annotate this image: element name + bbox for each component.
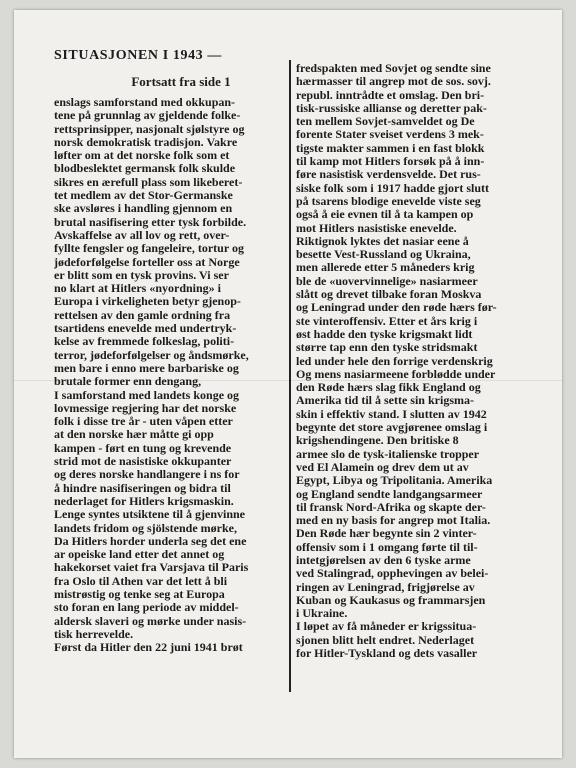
text-line: Egypt, Libya og Tripolitania. Amerika: [296, 474, 493, 488]
text-line: ved Stalingrad, opphevingen av belei-: [296, 567, 489, 581]
text-line: I samforstand med landets konge og: [54, 388, 240, 402]
text-line: og England sendte landgangsarmeer: [296, 487, 483, 501]
text-line: sikres en ærefull plass som likeberet-: [54, 175, 243, 189]
text-line: terror, jødeforfølgelser og åndsmørke,: [54, 348, 249, 362]
text-line: til kamp mot Hitlers forsøk på å inn-: [296, 155, 485, 169]
text-line: tsartidens enevelde med undertryk-: [54, 322, 237, 336]
text-line: begynte det store avgjørenee omslag i: [296, 421, 488, 435]
text-line: Først da Hitler den 22 juni 1941 brøt: [54, 641, 243, 655]
text-line: besette Vest-Russland og Ukraina,: [296, 248, 471, 262]
text-line: at den norske hær måtte gi opp: [54, 428, 214, 442]
text-line: siske folk som i 1917 hadde gjort slutt: [296, 181, 490, 195]
text-line: jødeforfølgelse forteller oss at Norge: [54, 255, 240, 269]
text-line: til fransk Nord-Afrika og skapte der-: [296, 500, 486, 514]
text-line: Den Røde hær begynte sin 2 vinter-: [296, 527, 477, 541]
text-line: brutal nasifisering etter tysk forbilde.: [54, 215, 247, 229]
text-line: Da Hitlers horder underla seg det ene: [54, 534, 247, 548]
text-line: og deres norske handlangere i ns for: [54, 468, 240, 482]
text-line: for Hitler-Tyskland og dets vasaller: [296, 647, 478, 661]
text-line: ved El Alamein og drev dem ut av: [296, 460, 469, 474]
text-line: led under hele den forrige verdenskrig: [296, 354, 493, 368]
text-line: tisk-russiske allianse og deretter pak-: [296, 101, 487, 115]
text-line: landets fridom og sjölstende mørke,: [54, 521, 237, 535]
text-line: offensiv som i 1 omgang førte til til-: [296, 540, 478, 554]
text-line: Lenge syntes utsiktene til å gjenvinne: [54, 508, 246, 522]
text-line: tet medlem av det Stor-Germanske: [54, 189, 233, 203]
text-line: føre nasistisk verdensvelde. Det rus-: [296, 168, 481, 182]
text-line: mistrøstig og tenke seg at Europa: [54, 587, 225, 601]
text-line: tigste makter sammen i en fast blokk: [296, 141, 485, 155]
text-line: krigshendingene. Den britiske 8: [296, 434, 459, 448]
text-line: på tsarens blodige enevelde viste seg: [296, 194, 481, 208]
text-line: rettelsen av den gamle ordning fra: [54, 308, 231, 322]
text-line: øst hadde den tyske krigsmakt lidt: [296, 327, 473, 341]
text-line: kampen - ført en tung og krevende: [54, 441, 232, 455]
article-title: SITUASJONEN I 1943 —: [54, 48, 222, 63]
text-line: den Røde hærs slag fikk England og: [296, 381, 481, 395]
text-line: hakekorset vaiet fra Varsjava til Paris: [54, 561, 249, 575]
text-line: sjonen blitt helt endret. Nederlaget: [296, 633, 475, 647]
newspaper-page: [14, 10, 562, 758]
left-column-text: [54, 96, 290, 654]
text-line: tisk herrevelde.: [54, 627, 134, 641]
text-line: rettsprinsipper, nasjonalt sjølstyre og: [54, 122, 245, 136]
text-line: tene på grunnlag av gjeldende folke-: [54, 109, 241, 123]
article-subtitle: Fortsatt fra side 1: [131, 74, 231, 89]
text-line: ar opeiske land etter det annet og: [54, 548, 225, 562]
text-line: Kuban og Kaukasus og frammarsjen: [296, 593, 486, 607]
right-column-text: [296, 62, 534, 660]
text-line: folk i disse tre år - uten våpen etter: [54, 415, 233, 429]
text-line: med en ny basis for angrep mot Italia.: [296, 514, 491, 528]
text-line: fra Oslo til Athen var det lett å bli: [54, 574, 228, 588]
text-line: armee slo de tysk-italienske tropper: [296, 447, 480, 461]
text-line: ringen av Leningrad, frigjørelse av: [296, 580, 475, 594]
left-column: [54, 48, 290, 654]
text-line: i Ukraine.: [296, 607, 348, 621]
text-line: Riktignok lyktes det nasiar eene å: [296, 234, 469, 248]
text-line: fyllte fengsler og fangeleire, tortur og: [54, 242, 244, 256]
text-line: republ. inntrådte et omslag. Den bri-: [296, 88, 485, 102]
text-line: Amerika tid til å sette sin krigsma-: [296, 394, 474, 408]
text-line: Avskaffelse av all lov og rett, over-: [54, 228, 230, 242]
text-line: større tap enn den tyske stridsmakt: [296, 341, 478, 355]
text-line: enslags samforstand med okkupan-: [54, 96, 236, 109]
text-line: slått og drevet tilbake foran Moskva: [296, 288, 482, 302]
text-line: Og mens nasiarmeene forblødde under: [296, 367, 496, 381]
text-line: nederlaget for Hitlers krigsmaskin.: [54, 494, 234, 508]
text-line: aldersk slaveri og mørke under nasis-: [54, 614, 247, 628]
text-line: hærmasser til angrep mot de sos. sovj.: [296, 75, 491, 89]
text-line: men allerede etter 5 måneders krig: [296, 261, 475, 275]
text-line: lovmessige regjering har det norske: [54, 401, 237, 415]
column-divider: [289, 60, 291, 692]
text-line: blodbeslektet germansk folk skulde: [54, 162, 236, 176]
text-line: Europa i virkeligheten betyr gjenop-: [54, 295, 241, 309]
text-line: fredspakten med Sovjet og sendte sine: [296, 62, 491, 75]
text-line: men bare i enno mere barbariske og: [54, 361, 239, 375]
text-line: å hindre nasifiseringen og bidra til: [54, 481, 231, 495]
text-line: også å eie evnen til å ta kampen op: [296, 208, 474, 222]
text-line: og Leningrad under den røde hærs før-: [296, 301, 497, 315]
text-line: ske avsløres i handling gjennom en: [54, 202, 233, 216]
text-line: ten mellem Sovjet-samveldet og De: [296, 115, 475, 129]
right-column: [296, 62, 534, 660]
text-line: ste vinteroffensiv. Etter et års krig i: [296, 314, 478, 328]
text-line: no klart at Hitlers «nyordning» i: [54, 282, 222, 296]
text-line: kelse av fremmede folkeslag, politi-: [54, 335, 235, 349]
text-line: ble de «uovervinnelige» nasiarmeer: [296, 274, 478, 288]
text-line: forente Stater sveiset verdens 3 mek-: [296, 128, 484, 142]
text-line: løfter om at det norske folk som et: [54, 149, 230, 163]
text-line: norsk demokratisk tradisjon. Vakre: [54, 135, 238, 149]
text-line: skin i effektiv stand. I slutten av 1942: [296, 407, 487, 421]
text-line: sto foran en lang periode av middel-: [54, 601, 239, 615]
text-line: strid mot de nasistiske okkupanter: [54, 455, 232, 469]
text-line: er blitt som en tysk provins. Vi ser: [54, 268, 229, 282]
text-line: I løpet av få måneder er krigssitua-: [296, 620, 477, 634]
text-line: intetgjørelsen av den 6 tyske arme: [296, 553, 471, 567]
text-line: mot Hitlers nasistiske enevelde.: [296, 221, 457, 235]
text-line: brutale former enn dengang,: [54, 375, 202, 389]
